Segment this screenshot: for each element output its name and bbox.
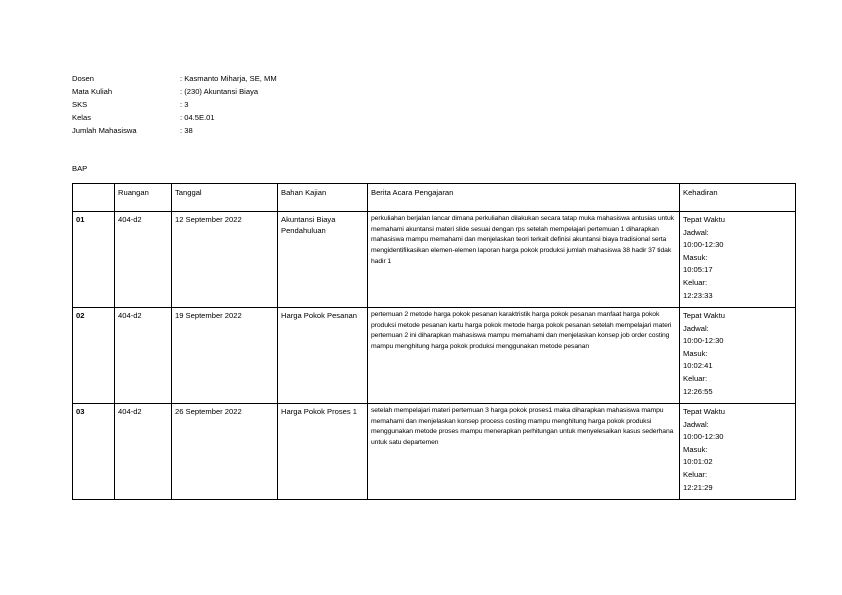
kehadiran-keluar: 12:26:55 [683,386,713,396]
cell-ruangan: 404-d2 [115,308,172,404]
header-kehadiran: Kehadiran [680,184,796,212]
info-row-kelas [72,111,277,124]
cell-no: 01 [73,212,115,308]
kehadiran-keluar-label: Keluar: [683,277,708,287]
kehadiran-jadwal-label: Jadwal: [683,323,709,333]
info-label: Kelas [72,113,91,122]
info-value: : 38 [180,126,193,135]
info-value: : (230) Akuntansi Biaya [180,87,259,96]
cell-tanggal: 19 September 2022 [172,308,278,404]
cell-kehadiran [680,308,796,404]
kehadiran-status: Tepat Waktu [683,407,725,416]
bap-title: BAP [72,164,88,173]
kehadiran-keluar-label: Keluar: [683,469,708,479]
kehadiran-status: Tepat Waktu [683,311,725,320]
kehadiran-keluar-label: Keluar: [683,373,708,383]
kehadiran-status: Tepat Waktu [683,215,725,224]
cell-ruangan: 404-d2 [115,212,172,308]
cell-no: 02 [73,308,115,404]
table-row [73,308,796,404]
cell-tanggal: 26 September 2022 [172,404,278,500]
table-header-row [73,184,796,212]
cell-ruangan: 404-d2 [115,404,172,500]
info-label: Mata Kuliah [72,87,113,96]
cell-berita-acara: pertemuan 2 metode harga pokok pesanan karaktristik harga pokok pesanan manfaat harga pokok produksi metode pesanan kartu harga pokok metode harga pokok pesanan setelah mempelajari materi pertemuan 2 ini diharapkan mahasiswa mampu memahami dan menjelaskan konsep job order costing mampu menghitung harga pokok produksi menggunakan metode pesanan [368,308,680,404]
table-row [73,404,796,500]
kehadiran-jadwal: 10:00-12:30 [683,432,724,442]
header-berita-acara: Berita Acara Pengajaran [368,184,680,212]
kehadiran-jadwal-label: Jadwal: [683,227,709,237]
header-bahan-kajian: Bahan Kajian [278,184,368,212]
kehadiran-jadwal-label: Jadwal: [683,419,709,429]
cell-tanggal: 12 September 2022 [172,212,278,308]
bap-table [72,183,796,500]
info-row-sks [72,98,277,111]
kehadiran-masuk: 10:01:02 [683,457,713,467]
kehadiran-masuk: 10:02:41 [683,361,713,371]
kehadiran-masuk: 10:05:17 [683,265,713,275]
kehadiran-masuk-label: Masuk: [683,252,708,262]
cell-no: 03 [73,404,115,500]
header-tanggal: Tanggal [172,184,278,212]
info-row-mata-kuliah [72,85,277,98]
course-info [72,72,277,137]
cell-kehadiran [680,212,796,308]
table-row [73,212,796,308]
info-row-dosen [72,72,277,85]
info-value: : 04.5E.01 [180,113,215,122]
info-label: Jumlah Mahasiswa [72,126,137,135]
cell-berita-acara: perkuliahan berjalan lancar dimana perkuliahan dilakukan secara tatap muka mahasiswa antusias untuk memahami akuntansi materi slide sesuai dengan rps setelah mempelajari pertemuan 1 diharapkan mahasiswa mampu memahami dan menjelaskan teori terkait definisi akuntansi biaya tradisional serta mengidentifikasikan elemen-elemen laporan harga pokok produksi jumlah mahasiswa 38 hadir 37 tidak hadir 1 [368,212,680,308]
kehadiran-keluar: 12:23:33 [683,290,713,300]
cell-bahan-kajian: Harga Pokok Proses 1 [278,404,368,500]
cell-bahan-kajian: Harga Pokok Pesanan [278,308,368,404]
kehadiran-masuk-label: Masuk: [683,444,708,454]
cell-bahan-kajian: Akuntansi Biaya Pendahuluan [278,212,368,308]
info-value: : Kasmanto Miharja, SE, MM [180,74,277,83]
kehadiran-jadwal: 10:00-12:30 [683,336,724,346]
info-value: : 3 [180,100,189,109]
info-row-jumlah-mahasiswa [72,124,277,137]
kehadiran-masuk-label: Masuk: [683,348,708,358]
cell-kehadiran [680,404,796,500]
info-label: Dosen [72,74,94,83]
kehadiran-jadwal: 10:00-12:30 [683,240,724,250]
kehadiran-keluar: 12:21:29 [683,482,713,492]
cell-berita-acara: setelah mempelajari materi pertemuan 3 harga pokok proses1 maka diharapkan mahasiswa mampu memahami dan menjelaskan konsep process costing mampu menghitung harga pokok produksi menggunakan metode proses mampu menerapkan perhitungan untuk menyelesaikan kasus sederhana untuk satu departemen [368,404,680,500]
header-ruangan: Ruangan [115,184,172,212]
info-label: SKS [72,100,88,109]
header-no [73,184,115,212]
